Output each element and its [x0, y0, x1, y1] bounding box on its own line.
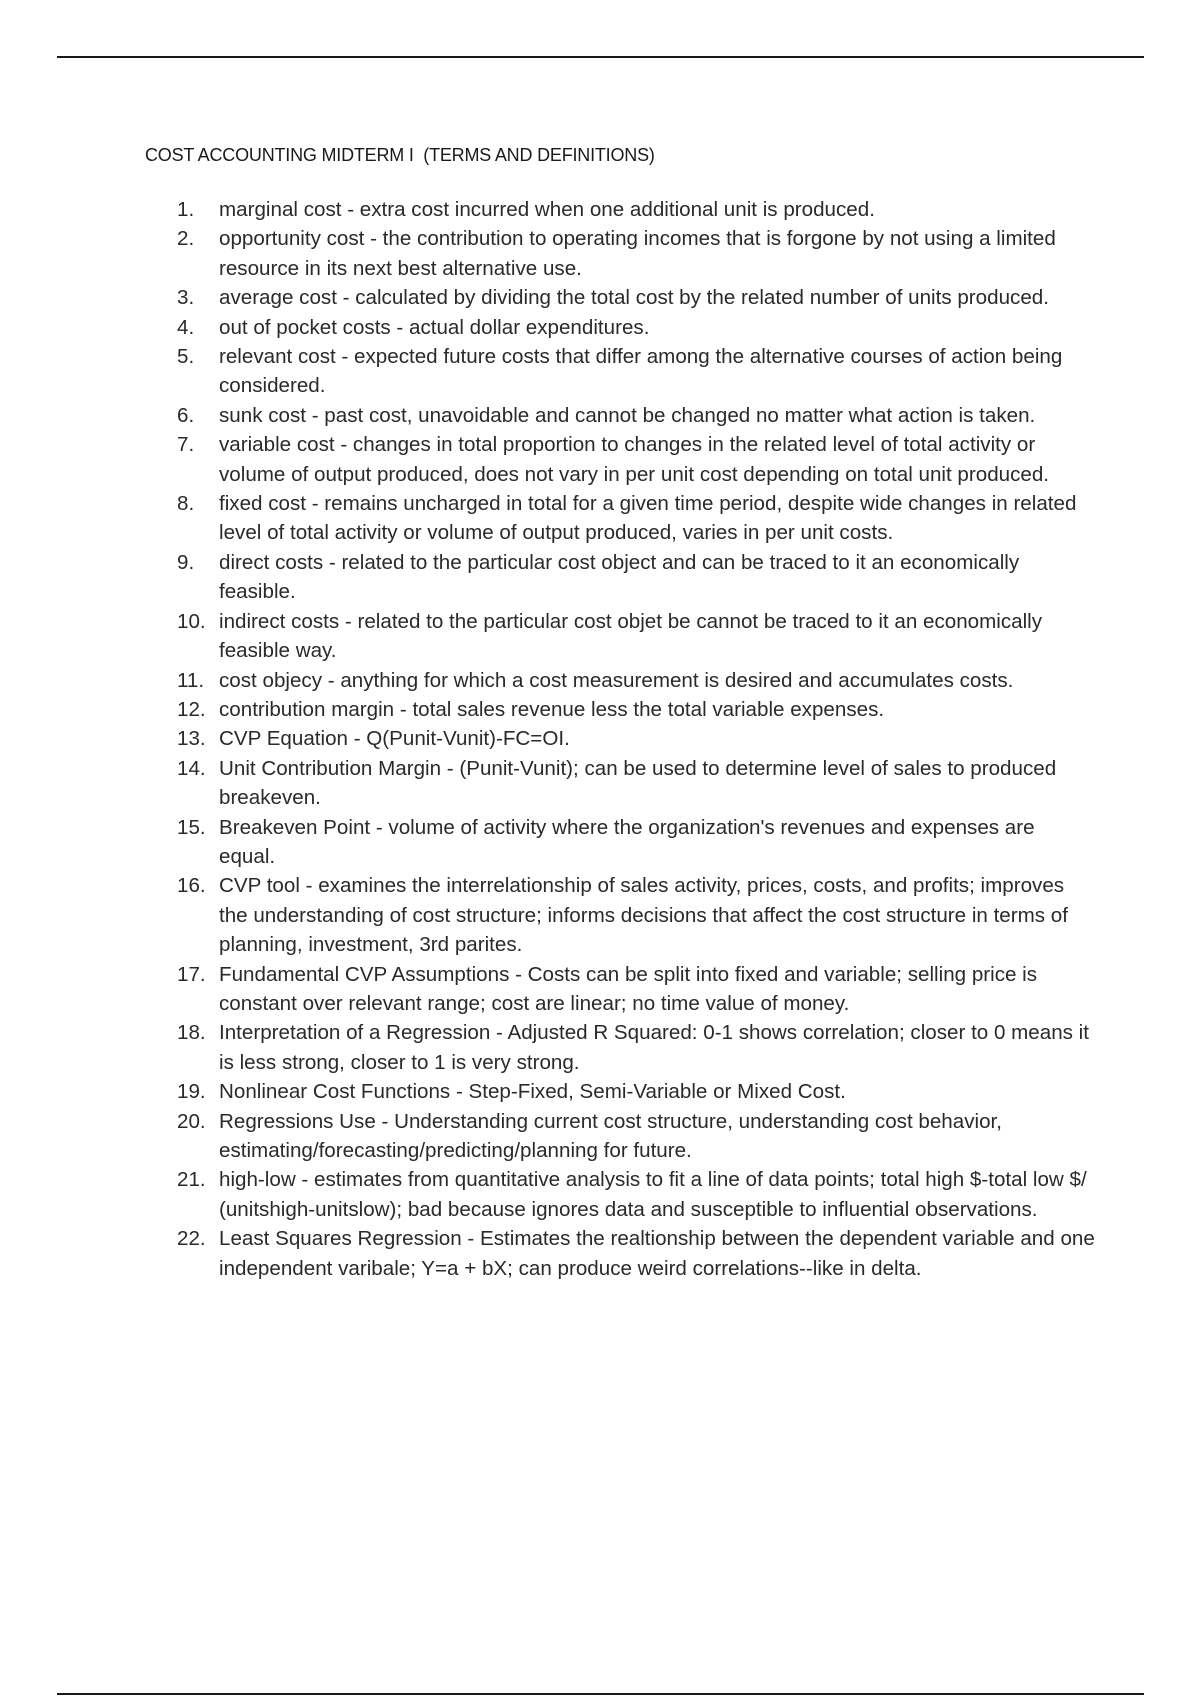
- term-definition: indirect costs - related to the particular cost objet be cannot be traced to it an economically feasible way.: [219, 609, 1043, 663]
- term-item: [177, 1077, 1095, 1106]
- term-item: [177, 401, 1095, 430]
- term-number: 2.: [177, 227, 195, 251]
- term-item: [177, 813, 1095, 872]
- term-item: [177, 695, 1095, 724]
- document-title: COST ACCOUNTING MIDTERM I (TERMS AND DEFINITIONS): [145, 145, 655, 165]
- term-definition: Least Squares Regression - Estimates the realtionship between the dependent variable and one independent varibale; Y=a + bX; can produce weird correlations--like in delta.: [219, 1227, 1095, 1280]
- term-number: 4.: [177, 315, 195, 339]
- term-number: 15.: [177, 815, 206, 839]
- term-item: [177, 1165, 1095, 1224]
- term-definition: out of pocket costs - actual dollar expenditures.: [219, 315, 650, 339]
- term-item: [177, 960, 1095, 1019]
- term-item: [177, 754, 1095, 813]
- term-item: [177, 724, 1095, 753]
- term-item: [177, 607, 1095, 666]
- term-definition: fixed cost - remains uncharged in total for a given time period, despite wide changes in related level of total activity or volume of output produced, varies in per unit costs.: [219, 492, 1077, 545]
- term-definition: relevant cost - expected future costs that differ among the alternative courses of action being considered.: [219, 345, 1063, 398]
- term-item: [177, 548, 1095, 607]
- term-number: 8.: [177, 492, 195, 516]
- term-number: 18.: [177, 1021, 206, 1045]
- term-item: [177, 1018, 1095, 1077]
- term-number: 13.: [177, 727, 206, 751]
- term-definition: high-low - estimates from quantitative analysis to fit a line of data points; total high $-total low $/ (unitshigh-unitslow); bad because ignores data and susceptible to influential observations.: [219, 1168, 1087, 1221]
- term-item: [177, 195, 1095, 224]
- term-definition: sunk cost - past cost, unavoidable and cannot be changed no matter what action is taken.: [219, 403, 1036, 427]
- bottom-divider: [57, 1693, 1144, 1695]
- term-item: [177, 1107, 1095, 1166]
- term-item: [177, 430, 1095, 489]
- term-number: 14.: [177, 756, 206, 780]
- term-definition: CVP tool - examines the interrelationship of sales activity, prices, costs, and profits; improves the understanding of cost structure; informs decisions that affect the cost structure in terms of planning, investment, 3rd parites.: [219, 874, 1068, 957]
- term-definition: Fundamental CVP Assumptions - Costs can be split into fixed and variable; selling price is constant over relevant range; cost are linear; no time value of money.: [219, 962, 1038, 1015]
- term-item: [177, 283, 1095, 312]
- term-number: 19.: [177, 1080, 206, 1104]
- term-definition: variable cost - changes in total proportion to changes in the related level of total activity or volume of output produced, does not vary in per unit cost depending on total unit produced.: [219, 433, 1050, 486]
- term-definition: average cost - calculated by dividing the total cost by the related number of units produced.: [219, 286, 1049, 310]
- term-item: [177, 342, 1095, 401]
- term-number: 22.: [177, 1227, 206, 1251]
- term-item: [177, 489, 1095, 548]
- term-definition: marginal cost - extra cost incurred when one additional unit is produced.: [219, 198, 875, 221]
- term-item: [177, 224, 1095, 283]
- term-definition: opportunity cost - the contribution to operating incomes that is forgone by not using a limited resource in its next best alternative use.: [219, 227, 1056, 280]
- term-number: 11.: [177, 668, 205, 692]
- term-definition: Interpretation of a Regression - Adjusted R Squared: 0-1 shows correlation; closer to 0 means it is less strong, closer to 1 is very strong.: [219, 1021, 1089, 1074]
- terms-list: [177, 195, 1095, 1283]
- term-number: 7.: [177, 433, 195, 457]
- term-definition: Regressions Use - Understanding current cost structure, understanding cost behavior, estimating/forecasting/predicting/planning for future.: [219, 1109, 1002, 1162]
- term-number: 21.: [177, 1168, 206, 1192]
- term-number: 9.: [177, 550, 195, 574]
- term-item: [177, 313, 1095, 342]
- term-definition: Nonlinear Cost Functions - Step-Fixed, Semi-Variable or Mixed Cost.: [219, 1080, 846, 1104]
- term-definition: cost objecy - anything for which a cost measurement is desired and accumulates costs.: [219, 668, 1014, 692]
- term-number: 1.: [177, 198, 195, 221]
- term-definition: direct costs - related to the particular cost object and can be traced to it an economically feasible.: [219, 550, 1020, 604]
- term-number: 5.: [177, 345, 195, 369]
- term-number: 20.: [177, 1109, 206, 1133]
- term-definition: Unit Contribution Margin - (Punit-Vunit); can be used to determine level of sales to produced breakeven.: [219, 756, 1057, 810]
- term-definition: CVP Equation - Q(Punit-Vunit)-FC=OI.: [219, 727, 570, 751]
- term-number: 16.: [177, 874, 206, 898]
- term-definition: contribution margin - total sales revenue less the total variable expenses.: [219, 697, 885, 721]
- term-item: [177, 666, 1095, 695]
- term-item: [177, 1224, 1095, 1283]
- term-number: 6.: [177, 403, 195, 427]
- term-number: 10.: [177, 609, 206, 633]
- term-number: 12.: [177, 697, 206, 721]
- term-item: [177, 871, 1095, 959]
- term-number: 3.: [177, 286, 195, 310]
- top-divider: [57, 56, 1144, 58]
- term-definition: Breakeven Point - volume of activity where the organization's revenues and expenses are equal.: [219, 815, 1035, 868]
- term-number: 17.: [177, 962, 206, 986]
